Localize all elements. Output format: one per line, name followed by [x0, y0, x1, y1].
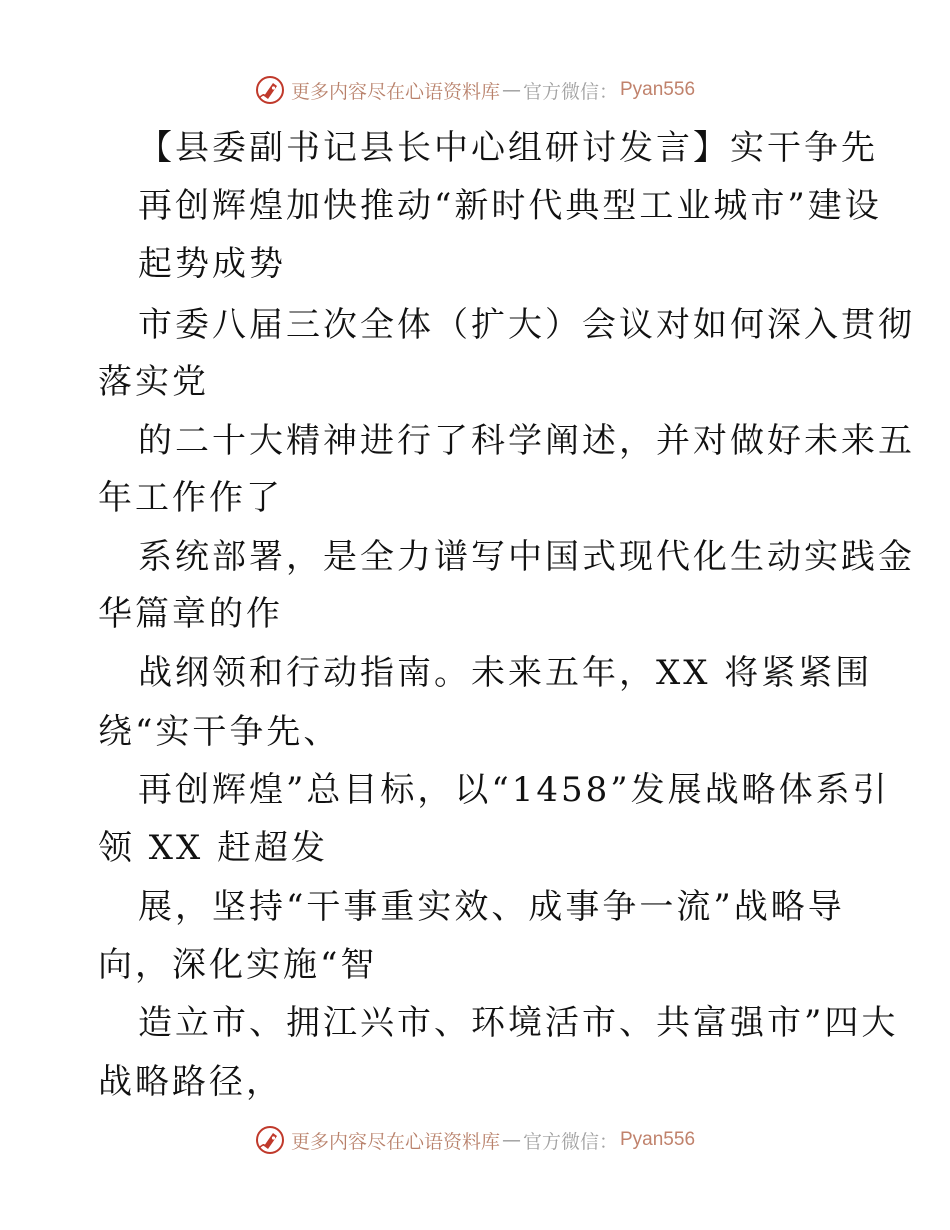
doc-line: 华篇章的作 — [98, 594, 283, 634]
doc-line: 系统部署，是全力谱写中国式现代化生动实践金 — [138, 537, 915, 577]
banner-wechat-id: Pyan556 — [620, 1129, 696, 1150]
doc-line: 落实党 — [98, 362, 209, 402]
doc-line: 【县委副书记县长中心组研讨发言】实干争先 — [138, 128, 878, 168]
pen-nib-logo-icon — [255, 75, 285, 105]
banner-wechat-label: 官方微信： — [522, 80, 618, 103]
doc-line: 再创辉煌加快推动“新时代典型工业城市”建设 — [138, 186, 882, 226]
banner-wechat-id: Pyan556 — [620, 79, 696, 100]
banner-separator: — — [501, 1129, 521, 1151]
banner-wechat-label: 官方微信： — [522, 1130, 618, 1153]
banner-separator: — — [501, 79, 521, 101]
banner-text: 更多内容尽在心语资料库 — [290, 80, 500, 103]
doc-line: 起势成势 — [138, 244, 286, 284]
doc-line: 市委八届三次全体（扩大）会议对如何深入贯彻 — [138, 305, 915, 345]
header-banner — [0, 72, 950, 108]
footer-banner — [0, 1122, 950, 1158]
doc-line: 战略路径， — [98, 1062, 283, 1102]
doc-line: 绕“实干争先、 — [98, 712, 341, 752]
doc-line: 领 XX 赶超发 — [98, 828, 329, 868]
doc-line: 向，深化实施“智 — [98, 945, 378, 985]
doc-line: 的二十大精神进行了科学阐述，并对做好未来五 — [138, 421, 915, 461]
doc-line: 展，坚持“干事重实效、成事争一流”战略导 — [138, 887, 845, 927]
doc-line: 造立市、拥江兴市、环境活市、共富强市”四大 — [138, 1003, 899, 1043]
doc-line: 年工作作了 — [98, 478, 283, 518]
doc-line: 再创辉煌”总目标，以“1458”发展战略体系引 — [138, 770, 890, 810]
banner-text: 更多内容尽在心语资料库 — [290, 1130, 500, 1153]
pen-nib-logo-icon — [255, 1125, 285, 1155]
doc-line: 战纲领和行动指南。未来五年，XX 将紧紧围 — [138, 653, 873, 693]
